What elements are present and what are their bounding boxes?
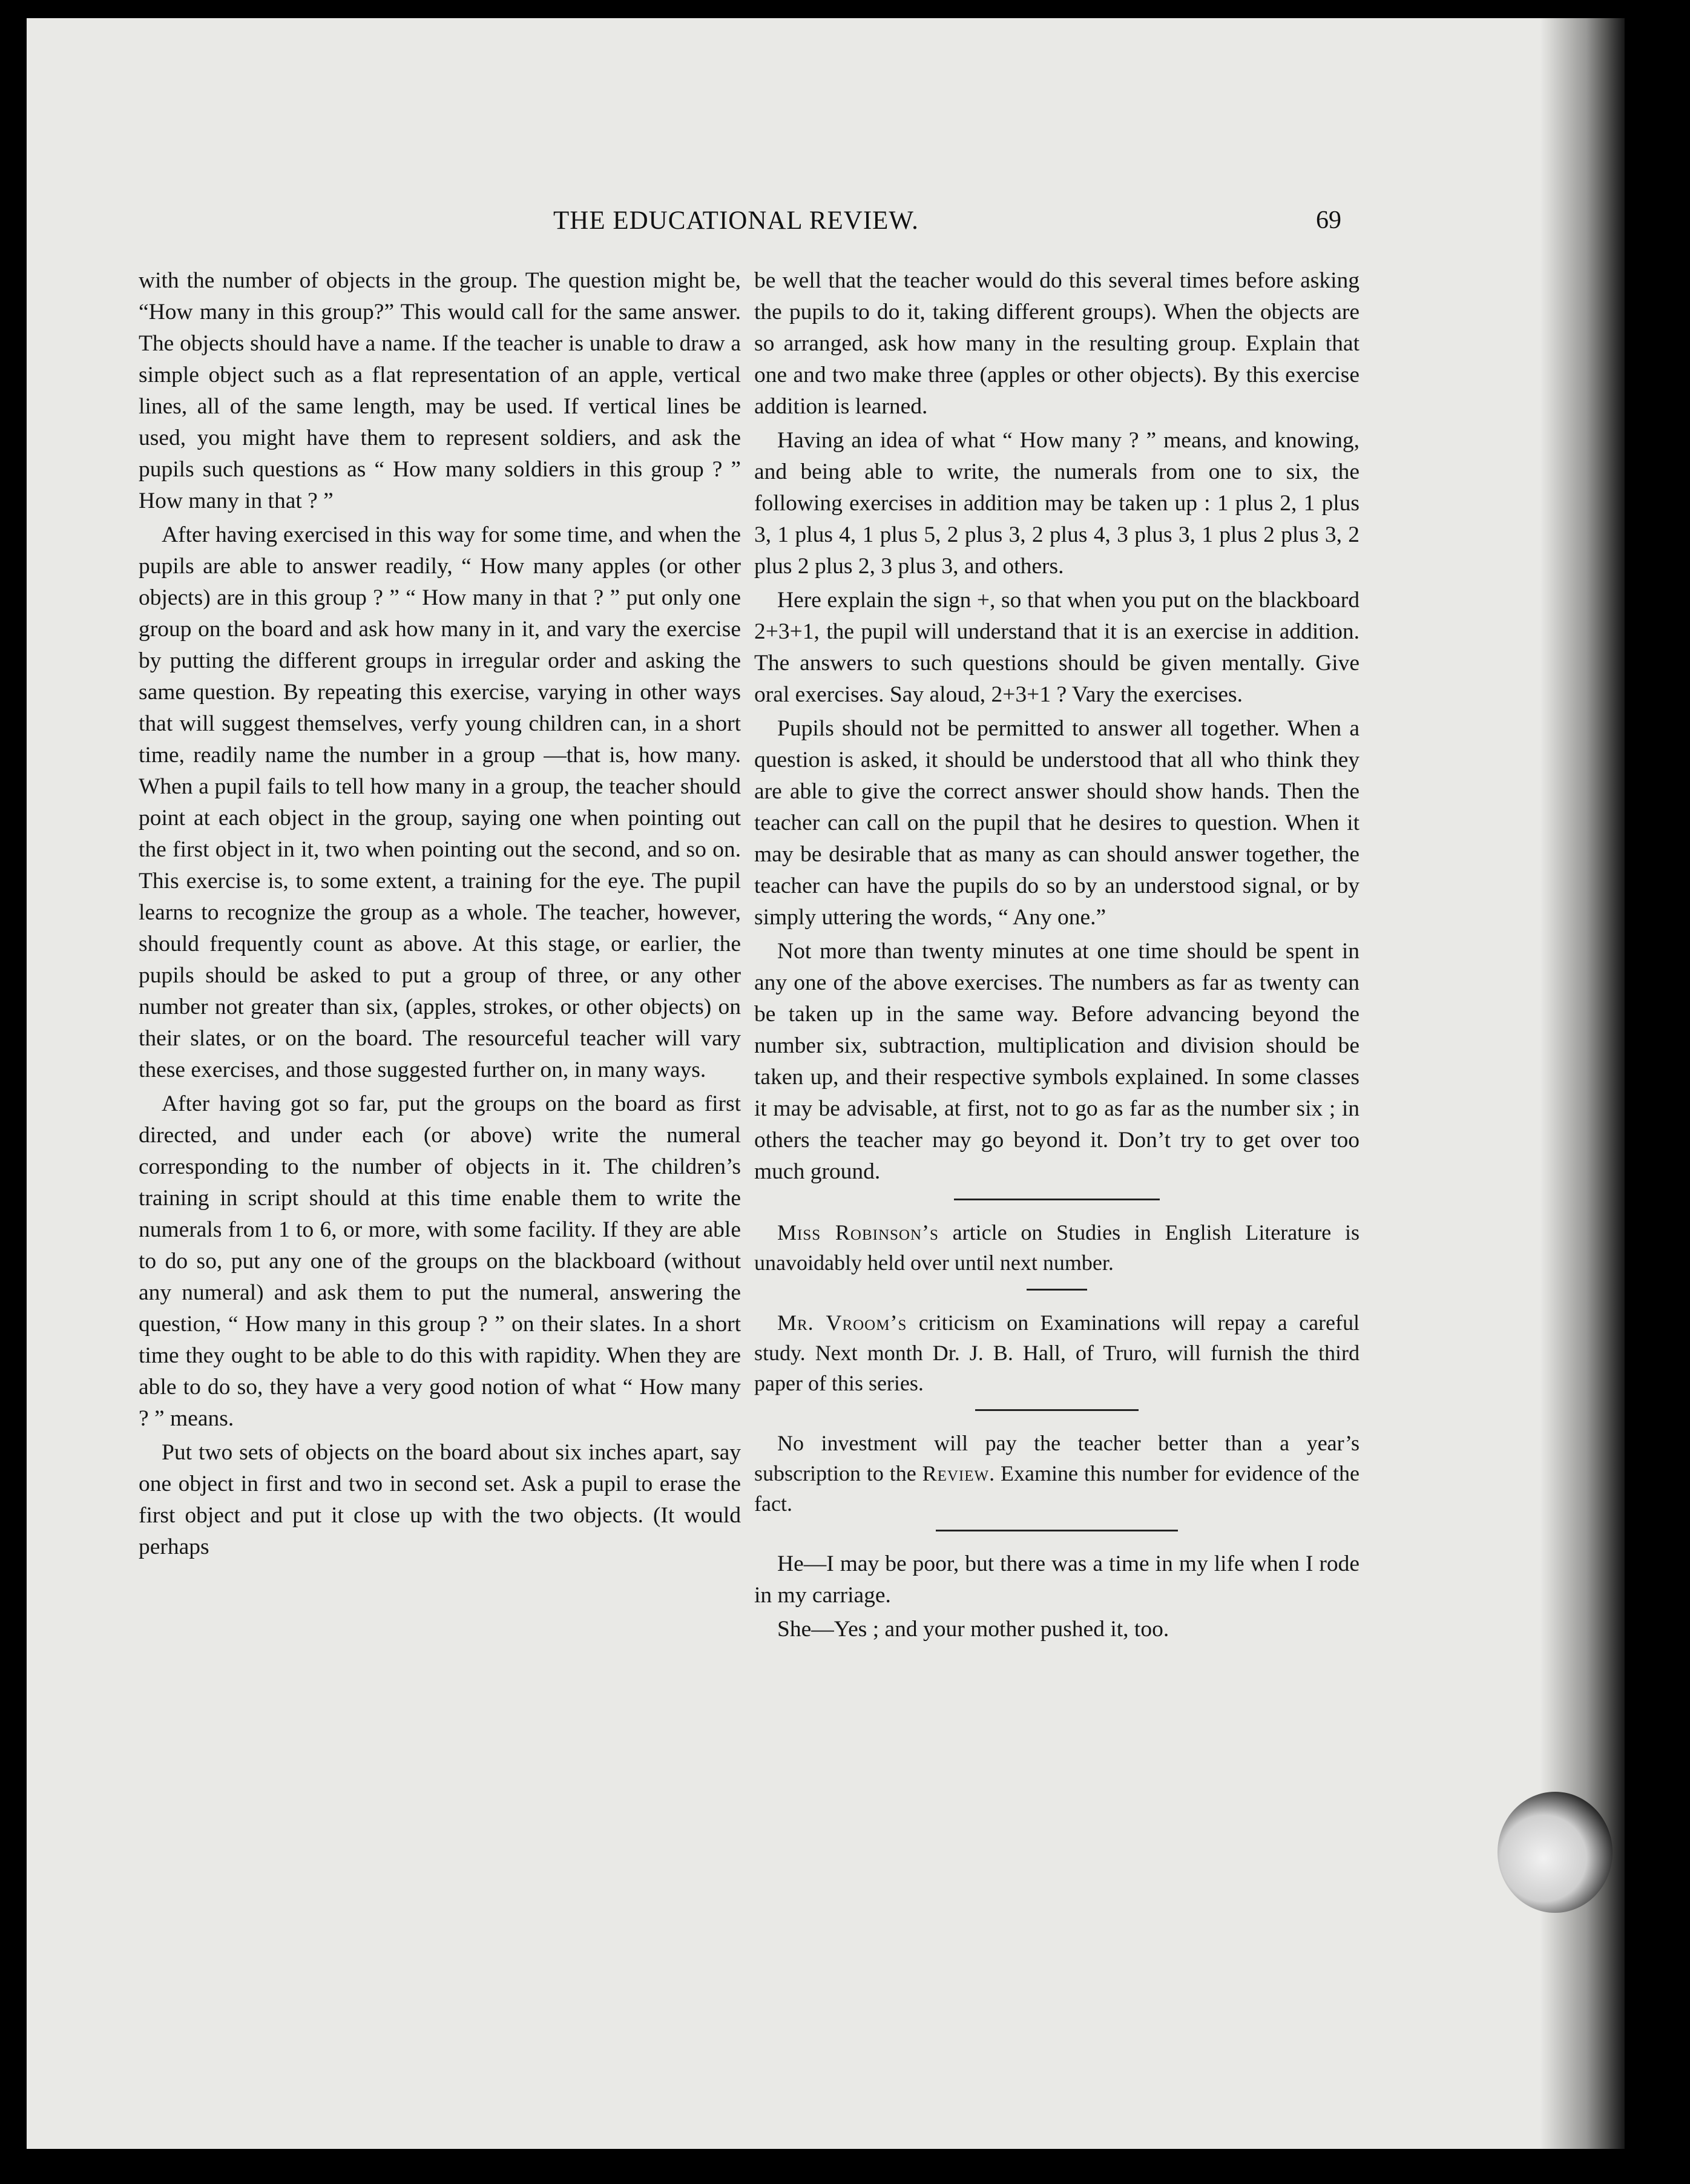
paragraph: Pupils should not be permitted to answer all together. When a question is asked, it should be understood that all who think they are able to give the correct answer should show hands. Then the teacher can call on the pupil that he desires to question. When it may be desirable that as many as can should answer together, the teacher can have the pupils do so by an understood signal, or by simply uttering the words, “ Any one.” — [754, 716, 1360, 930]
scanned-page — [27, 18, 1625, 2149]
note-text: No investment will pay the teacher better than a year’s subscription to the — [754, 1431, 1360, 1485]
note-vroom — [754, 1307, 1360, 1398]
separator-rule — [975, 1409, 1139, 1411]
paragraph: After having got so far, put the groups on the board as first directed, and under each (or above) write the numeral corresponding to the number of objects in it. The children’s training in script should at this time enable them to write the numerals from 1 to 6, or more, with some facility. If they are able to do so, put any one of the groups on the blackboard (without any numeral) and ask them to put the numeral, answering the question, “ How many in this group ? ” on their slates. In a short time they ought to be able to do this with rapidity. When they are able to do so, they have a very good notion of what “ How many ? ” means. — [139, 1091, 741, 1431]
left-column — [139, 265, 741, 1565]
running-header — [148, 206, 1358, 248]
paragraph: be well that the teacher would do this several times before asking the pupils to do it, taking different groups). When the objects are so arranged, ask how many in the resulting group. Explain that one and two make three (apples or other objects). By this exercise addition is learned. — [754, 268, 1360, 419]
paragraph: Having an idea of what “ How many ? ” means, and knowing, and being able to write, the numerals from one to six, the following exercises in addition may be taken up : 1 plus 2, 1 plus 3, 1 plus 4, 1 plus 5, 2 plus 3, 2 plus 4, 3 plus 3, 1 plus 2 plus 3, 2 plus 2 plus 2, 3 plus 3, and others. — [754, 428, 1360, 579]
joke-she: She—Yes ; and your mother pushed it, too. — [777, 1617, 1169, 1642]
page-curl — [1498, 1792, 1613, 1913]
note-text: article on Studies in English Literature is unavoidably held over until next number. — [754, 1220, 1360, 1275]
paragraph: After having exercised in this way for some time, and when the pupils are able to answer readily, “ How many apples (or other objects) are in this group ? ” “ How many in that ? ” put only one group on the board and ask how many in it, and vary the exercise by putting the different groups in irregular order and asking the same question. By repeating this exercise, varying in other ways that will suggest themselves, verfy young children can, in a short time, readily name the number in a group —that is, how many. When a pupil fails to tell how many in a group, the teacher should point at each object in the group, saying one when pointing out the first object in it, two when pointing out the second, and so on. This exercise is, to some extent, a training for the eye. The pupil learns to recognize the group as a whole. The teacher, however, should frequently count as above. At this stage, or earlier, the pupils should be asked to put a group of three, or any other number not greater than six, (apples, strokes, or other objects) on their slates, or on the board. The resourceful teacher will vary these exercises, and those suggested further on, in many ways. — [139, 522, 741, 1082]
paragraph: Put two sets of objects on the board about six inches apart, say one object in first and two in second set. Ask a pupil to erase the first object and put it close up with the two objects. (It would perhaps — [139, 1440, 741, 1559]
page-number: 69 — [1316, 206, 1341, 234]
separator-rule — [954, 1199, 1160, 1200]
note-name: Mr. Vroom’s — [777, 1311, 907, 1335]
note-text: . Examine this number for evidence of the fact. — [754, 1461, 1360, 1516]
note-text: criticism on Examinations will repay a careful study. Next month Dr. J. B. Hall, of Truro, will furnish the third paper of this series. — [754, 1311, 1360, 1395]
paragraph: with the number of objects in the group. The question might be, “How many in this group?” This would call for the same answer. The objects should have a name. If the teacher is unable to draw a simple object such as a flat representation of an apple, vertical lines, all of the same length, may be used. If vertical lines be used, you might have them to represent soldiers, and ask the pupils such questions as “ How many soldiers in this group ? ” How many in that ? ” — [139, 268, 741, 513]
review-name: Review — [922, 1461, 990, 1485]
note-robinson — [754, 1217, 1360, 1278]
note-investment — [754, 1428, 1360, 1519]
joke-he: He—I may be poor, but there was a time in my life when I rode in my carriage. — [754, 1551, 1360, 1608]
paragraph: Not more than twenty minutes at one time should be spent in any one of the above exercises. The numbers as far as twenty can be taken up in the same way. Before advancing beyond the number six, subtraction, multiplication and division should be taken up, and their respective symbols explained. In some classes it may be advisable, at first, not to go as far as the number six ; in others the teacher may go beyond it. Don’t try to get over too much ground. — [754, 939, 1360, 1184]
separator-rule — [936, 1530, 1178, 1531]
right-column — [754, 265, 1360, 1648]
note-name: Miss Robinson’s — [777, 1220, 939, 1245]
journal-title: THE EDUCATIONAL REVIEW. — [553, 206, 919, 235]
separator-rule — [1027, 1289, 1087, 1291]
paragraph: Here explain the sign +, so that when you put on the blackboard 2+3+1, the pupil will understand that it is an exercise in addition. The answers to such questions should be given mentally. Give oral exercises. Say aloud, 2+3+1 ? Vary the exercises. — [754, 588, 1360, 707]
